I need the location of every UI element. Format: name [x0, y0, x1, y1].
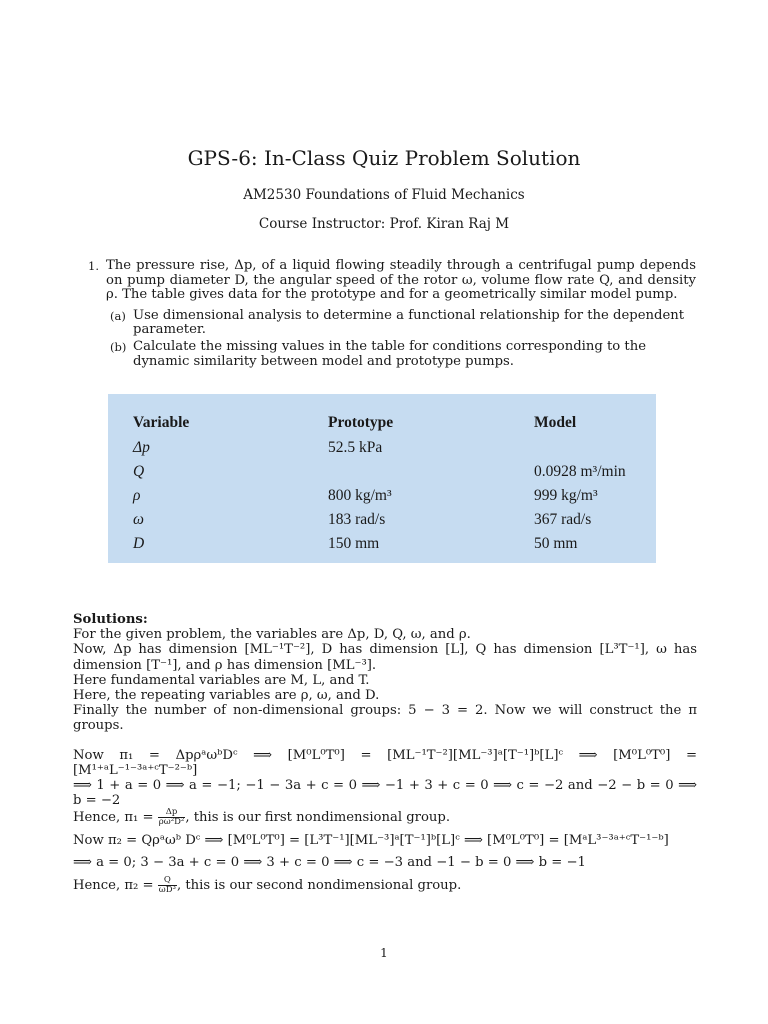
part-text: Use dimensional analysis to determine a functional relationship for the dependent parameter. [133, 307, 685, 338]
table-cell-prototype: 150 mm [328, 535, 380, 552]
data-table [108, 394, 656, 563]
solution-line: Finally the number of non-dimensional groups: 5 − 3 = 2. Now we will construct the π groups. [73, 703, 697, 734]
table-cell-var: Δp [133, 439, 150, 456]
table-cell-model: 50 mm [534, 535, 578, 552]
course-instructor: Course Instructor: Prof. Kiran Raj M [258, 216, 510, 232]
table-cell-model: 367 rad/s [534, 511, 592, 528]
table-cell-prototype: 800 kg/m³ [328, 487, 392, 504]
table-header-prototype: Prototype [328, 414, 394, 431]
table-cell-var: ρ [133, 487, 141, 504]
table-cell-var: ω [133, 511, 144, 528]
problem-text: The pressure rise, Δp, of a liquid flowing steadily through a centrifugal pump depends on pump diameter D, the angular speed of the rotor ω, volume flow rate Q, and density ρ. The table gives data for the prototype and for a geometrically similar model pump. [106, 258, 696, 303]
pi1-equation: Now π₁ = ΔpρᵃωᵇDᶜ ⟹ [M⁰L⁰T⁰] = [ML⁻¹T⁻²][ML⁻³]ᵃ[T⁻¹]ᵇ[L]ᶜ ⟹ [M⁰L⁰T⁰] = [M¹⁺ᵃL⁻¹⁻³ᵃ⁺ᶜT⁻²⁻ᵇ] [73, 747, 697, 778]
table-header-model: Model [534, 414, 577, 431]
page-number: 1 [380, 946, 388, 960]
pi2-fraction [158, 876, 177, 895]
problem-part-b [106, 340, 696, 369]
solution-line: Now, Δp has dimension [ML⁻¹T⁻²], D has dimension [L], Q has dimension [L³T⁻¹], ω has dimension [T⁻¹], and ρ has dimension [ML⁻³]. [73, 642, 697, 673]
table-cell-prototype: 52.5 kPa [328, 439, 383, 456]
pi2-equation: Now π₂ = Qρᵃωᵇ Dᶜ ⟹ [M⁰L⁰T⁰] = [L³T⁻¹][ML⁻³]ᵃ[T⁻¹]ᵇ[L]ᶜ ⟹ [M⁰L⁰T⁰] = [MᵃL³⁻³ᵃ⁺ᶜT⁻¹⁻ᵇ] [73, 833, 669, 849]
solutions-section [73, 612, 697, 895]
problem-number: 1. [88, 259, 99, 273]
part-label: (b) [110, 339, 127, 354]
pi2-numerator: Q [158, 876, 177, 886]
pi2-solution: ⟹ a = 0; 3 − 3a + c = 0 ⟹ 3 + c = 0 ⟹ c = −3 and −1 − b = 0 ⟹ b = −1 [73, 854, 586, 870]
pi1-solution: ⟹ 1 + a = 0 ⟹ a = −1; −1 − 3a + c = 0 ⟹ −1 + 3 + c = 0 ⟹ c = −2 and −2 − b = 0 ⟹ b = −2 [73, 778, 697, 809]
pi1-result-suffix: , this is our first nondimensional group. [185, 810, 451, 826]
pi1-denominator: ρω²D² [158, 817, 185, 828]
pi1-result [73, 808, 697, 827]
pi1-fraction [158, 808, 186, 827]
solutions-heading: Solutions: [73, 612, 148, 627]
pi2-result-prefix: Hence, π₂ = [73, 877, 154, 893]
table-header-variable: Variable [133, 414, 190, 431]
part-label: (a) [110, 308, 126, 323]
pi2-denominator: ωD³ [158, 884, 176, 895]
solution-line: Here, the repeating variables are ρ, ω, and D. [73, 688, 380, 704]
table-cell-var: Q [133, 463, 145, 480]
table-cell-model: 0.0928 m³/min [534, 463, 626, 480]
document-title: GPS-6: In-Class Quiz Problem Solution [187, 146, 581, 170]
pi1-numerator: Δp [158, 808, 186, 818]
solution-line: Here fundamental variables are M, L, and T. [73, 672, 370, 688]
problem-part-a [106, 309, 696, 338]
table-cell-var: D [133, 535, 145, 552]
solution-line: For the given problem, the variables are Δp, D, Q, ω, and ρ. [73, 627, 471, 643]
course-name: AM2530 Foundations of Fluid Mechanics [243, 187, 525, 203]
pi1-result-prefix: Hence, π₁ = [73, 810, 154, 826]
part-text: Calculate the missing values in the table for conditions corresponding to the dynamic similarity between model and prototype pumps. [133, 338, 647, 369]
pi2-result [73, 876, 697, 895]
table-cell-model: 999 kg/m³ [534, 487, 598, 504]
pi2-result-suffix: , this is our second nondimensional group. [176, 877, 462, 893]
problem-statement [88, 259, 696, 369]
table-cell-prototype: 183 rad/s [328, 511, 386, 528]
